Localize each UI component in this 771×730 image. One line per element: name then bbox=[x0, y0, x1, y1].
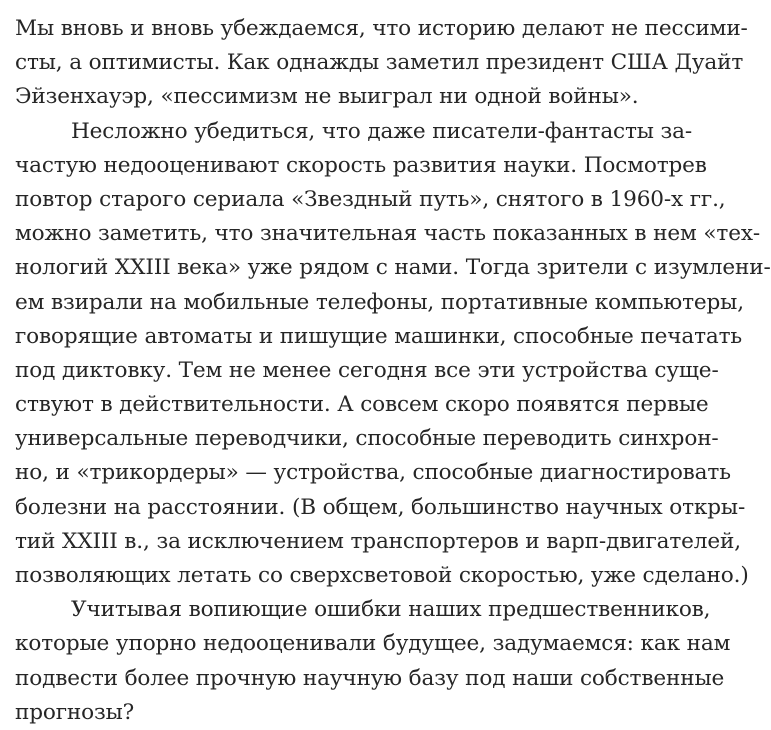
cutoff-text-line: прогнозы? bbox=[15, 699, 135, 725]
text-line: позволяющих летать со сверхсветовой скоростью, уже сделано.) bbox=[15, 563, 749, 588]
text-line: повтор старого сериала «Звездный путь», снятого в 1960-х гг., bbox=[15, 186, 726, 212]
text-line: Несложно убедиться, что даже писатели-фантасты за- bbox=[71, 118, 693, 144]
body-text bbox=[15, 12, 771, 730]
text-line: болезни на расстоянии. (В общем, большинство научных откры- bbox=[15, 494, 746, 520]
paragraph-1 bbox=[15, 12, 748, 115]
text-line: подвести более прочную научную базу под наши собственные bbox=[15, 665, 725, 691]
paragraph-2 bbox=[15, 115, 771, 594]
text-line: Учитывая вопиющие ошибки наших предшественников, bbox=[71, 597, 711, 623]
text-line: тий XXIII в., за исключением транспортеров и варп-двигателей, bbox=[15, 528, 741, 554]
text-line: нологий XXIII века» уже рядом с нами. Тогда зрители с изумлени- bbox=[15, 255, 771, 281]
text-line: Мы вновь и вновь убеждаемся, что историю делают не пессими- bbox=[15, 16, 748, 41]
text-line: универсальные переводчики, способные переводить синхрон- bbox=[15, 426, 719, 452]
text-line: которые упорно недооценивали будущее, задумаемся: как нам bbox=[15, 631, 731, 657]
text-line: но, и «трикордеры» — устройства, способные диагностировать bbox=[15, 460, 731, 486]
text-line: ем взирали на мобильные телефоны, портативные компьютеры, bbox=[15, 289, 744, 315]
text-line: частую недооценивают скорость развития науки. Посмотрев bbox=[15, 152, 707, 178]
text-line: можно заметить, что значительная часть показанных в нем «тех- bbox=[15, 221, 761, 247]
text-line: Эйзенхауэр, «пессимизм не выиграл ни одной войны». bbox=[15, 84, 639, 110]
text-line: под диктовку. Тем не менее сегодня все эти устройства суще- bbox=[15, 357, 719, 383]
text-line: говорящие автоматы и пишущие машинки, способные печатать bbox=[15, 323, 743, 349]
text-line: ствуют в действительности. А совсем скоро появятся первые bbox=[15, 392, 709, 418]
paragraph-3 bbox=[15, 593, 731, 730]
text-line: сты, а оптимисты. Как однажды заметил президент США Дуайт bbox=[15, 50, 744, 76]
